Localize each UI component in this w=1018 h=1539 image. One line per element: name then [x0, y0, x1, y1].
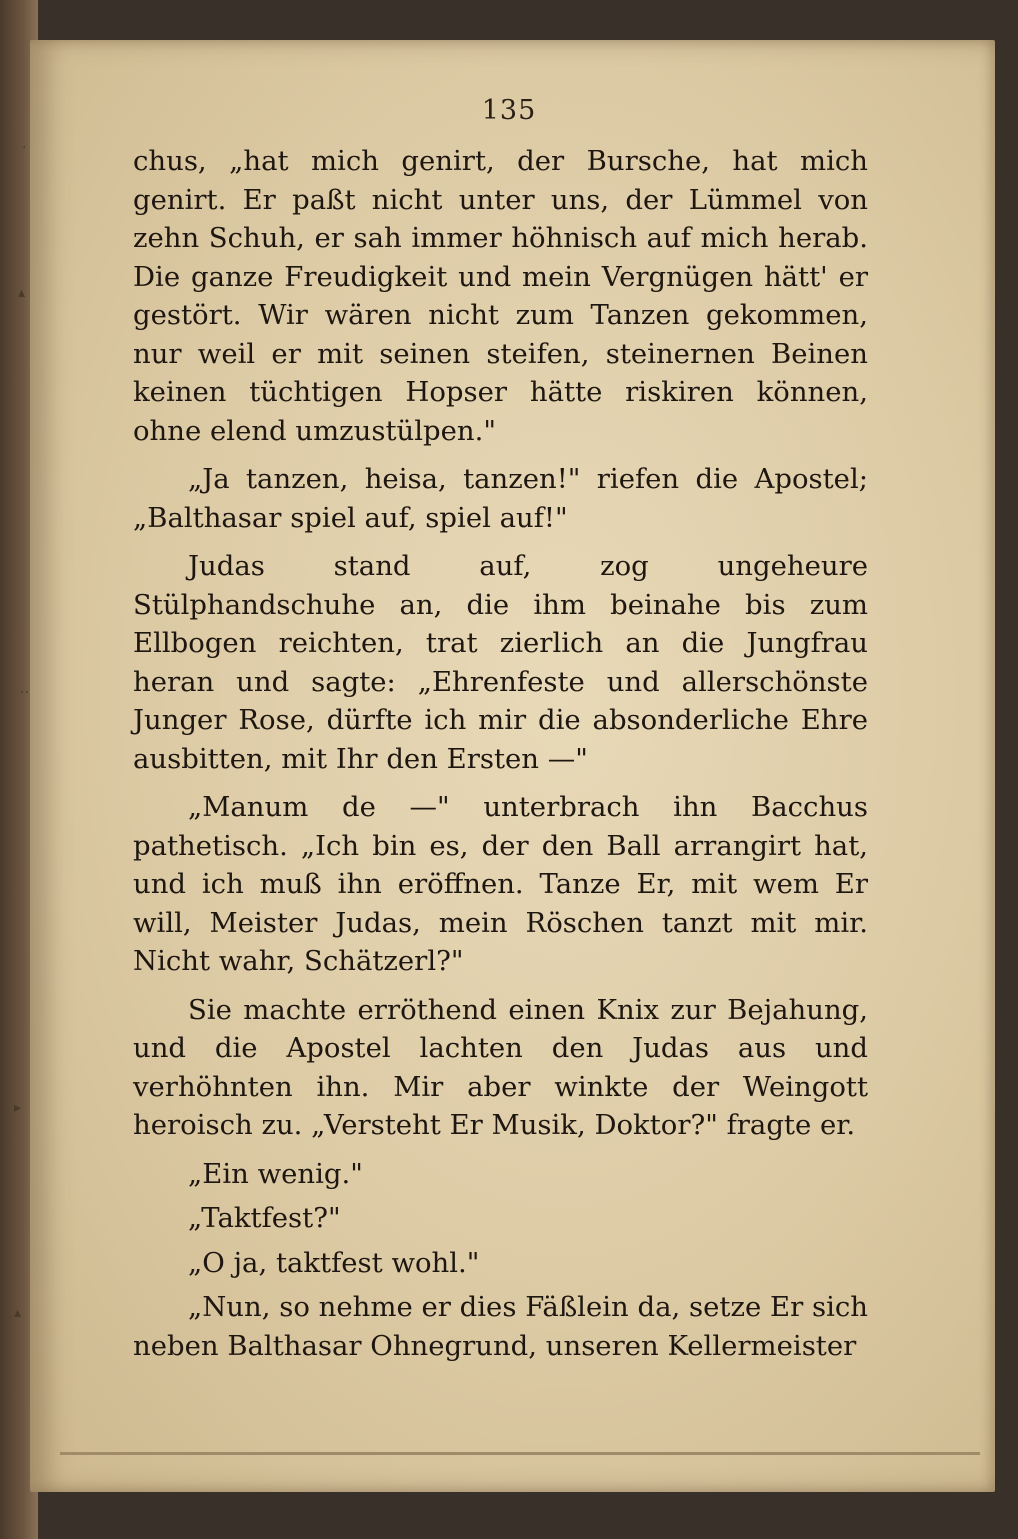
paragraph: „Manum de —" unterbrach ihn Bacchus pathetisch. „Ich bin es, der den Ball arrangirt hat, und ich muß ihn eröffnen. Tanze Er, mit wem Er will, Meister Judas, mein Röschen tanzt mit mir. Nicht wahr, Schätzerl?"	[133, 791, 868, 977]
margin-speck: ▴	[18, 285, 26, 301]
margin-speck: ▴	[14, 1305, 22, 1321]
page-bottom-edge	[60, 1452, 980, 1455]
paragraph: „Nun, so nehme er dies Fäßlein da, setze Er sich neben Balthasar Ohnegrund, unseren Kellermeister	[133, 1291, 868, 1362]
margin-speck: ▸	[14, 1100, 22, 1116]
page-number: 135	[481, 95, 537, 126]
paragraph: Sie machte erröthend einen Knix zur Bejahung, und die Apostel lachten den Judas aus und verhöhnten ihn. Mir aber winkte der Weingott heroisch zu. „Versteht Er Musik, Doktor?" fragte er.	[133, 993, 868, 1141]
paragraph: chus, „hat mich genirt, der Bursche, hat mich genirt. Er paßt nicht unter uns, der Lümmel von zehn Schuh, er sah immer höhnisch auf mich herab. Die ganze Freudigkeit und mein Vergnügen hätt' er gestört. Wir wären nicht zum Tanzen gekommen, nur weil er mit seinen steifen, steinernen Beinen keinen tüchtigen Hopser hätte riskiren können, ohne elend umzustülpen."	[133, 145, 868, 447]
paragraph: „Taktfest?"	[188, 1202, 341, 1234]
body-text	[133, 142, 868, 1375]
margin-speck: ··	[20, 685, 29, 701]
paragraph: „Ja tanzen, heisa, tanzen!" riefen die Apostel; „Balthasar spiel auf, spiel auf!"	[133, 463, 868, 534]
paragraph: „O ja, taktfest wohl."	[188, 1246, 480, 1279]
paragraph: „Ein wenig."	[188, 1157, 363, 1190]
margin-speck: ·	[22, 140, 27, 156]
paragraph: Judas stand auf, zog ungeheure Stülphandschuhe an, die ihm beinahe bis zum Ellbogen reichten, trat zierlich an die Jungfrau heran und sagte: „Ehrenfeste und allerschönste Junger Rose, dürfte ich mir die absonderliche Ehre ausbitten, mit Ihr den Ersten —"	[133, 550, 868, 775]
